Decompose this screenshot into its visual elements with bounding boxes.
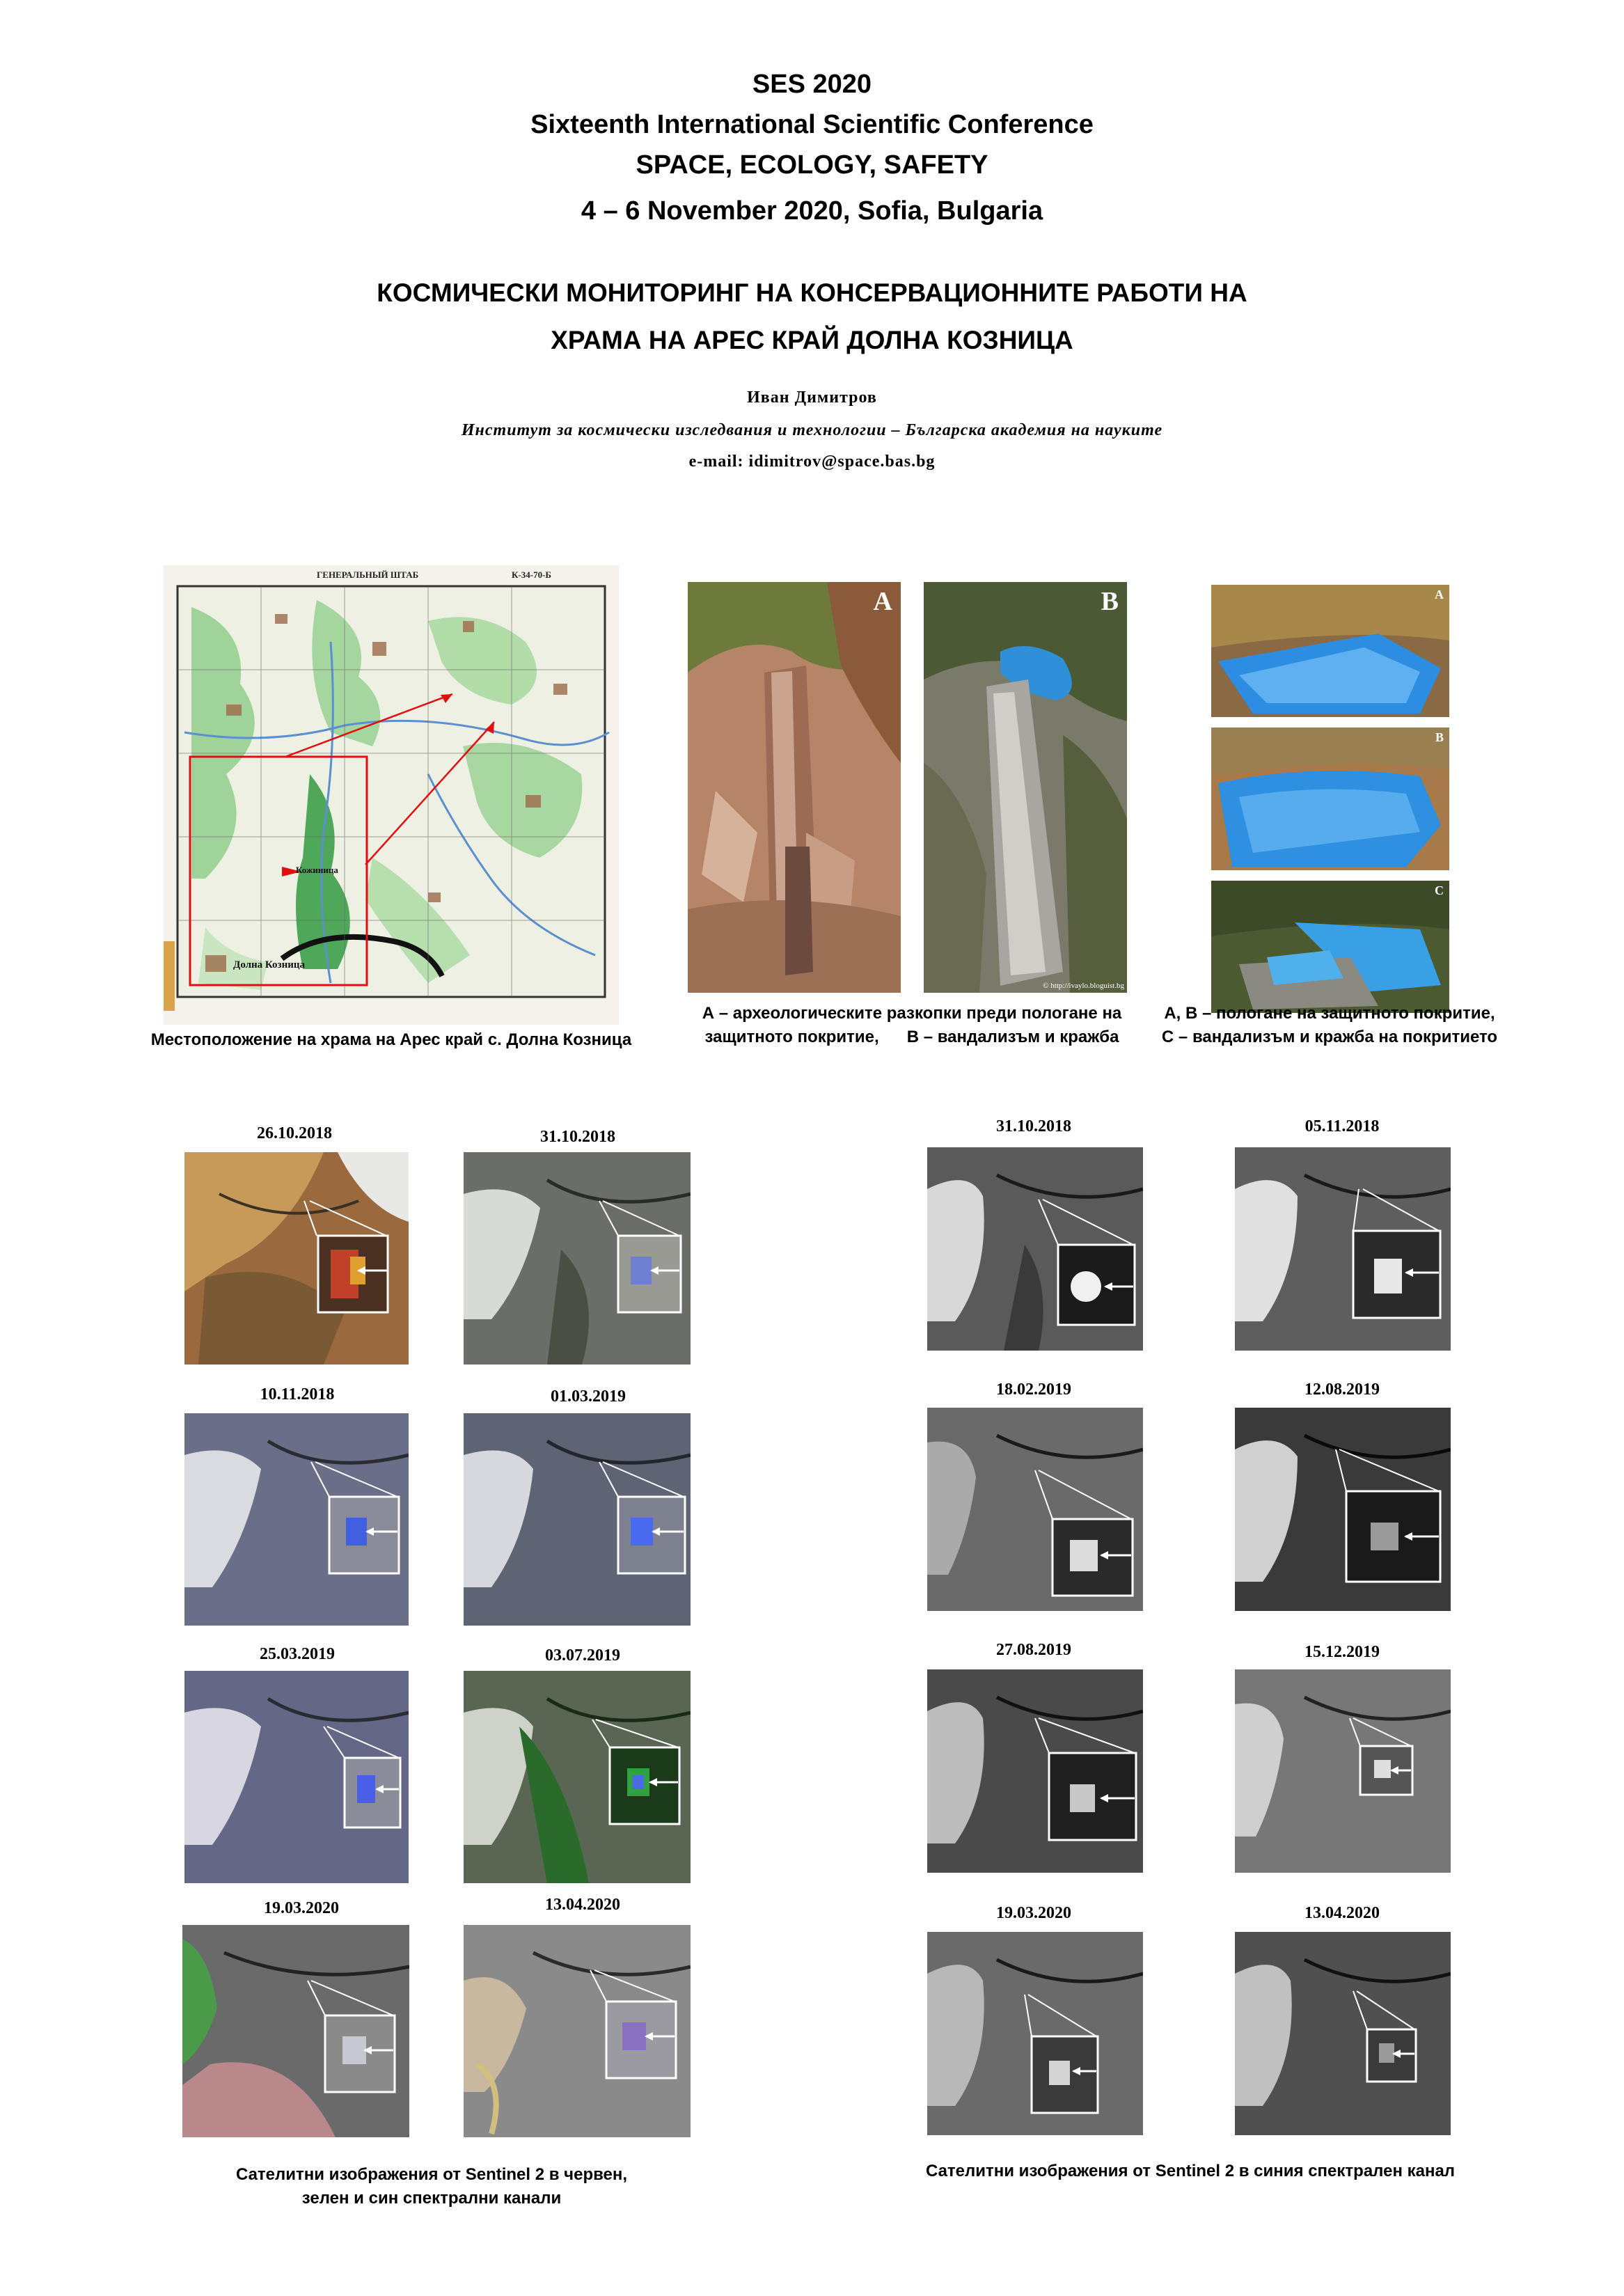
- map-sheet-number: К-34-70-Б: [512, 569, 552, 580]
- tarp-label-c: C: [1435, 883, 1444, 897]
- blue-band-satellite-image: [1235, 1147, 1451, 1351]
- photo-watermark: © http://ivaylo.bloguist.bg: [1043, 982, 1124, 990]
- blue-date-label: 05.11.2018: [1304, 1117, 1380, 1135]
- blue-band-satellite-image: [927, 1669, 1143, 1873]
- rgb-satellite-image: [184, 1413, 409, 1626]
- rgb-date-label: 25.03.2019: [260, 1645, 335, 1663]
- excavation-photo-b: [924, 582, 1127, 993]
- rgb-satellite-image: [184, 1671, 409, 1883]
- rgb-satellite-image: [182, 1925, 409, 2137]
- excavation-photo-a: [688, 582, 901, 993]
- author-affiliation: Институт за космически изследвания и технологии – Българска академия на науките: [461, 421, 1163, 439]
- blue-band-satellite-image: [1235, 1932, 1451, 2135]
- rgb-date-label: 01.03.2019: [551, 1387, 626, 1406]
- blue-date-label: 15.12.2019: [1304, 1643, 1380, 1661]
- blue-series-caption: Сателитни изображения от Sentinel 2 в синия спектрален канал: [925, 2162, 1456, 2180]
- rgb-date-label: 03.07.2019: [545, 1646, 620, 1665]
- rgb-date-label: 19.03.2020: [264, 1899, 339, 1917]
- conference-dates: 4 – 6 November 2020, Sofia, Bulgaria: [581, 196, 1043, 226]
- tarp-label-a: A: [1435, 588, 1444, 601]
- tarp-caption-line-1: А, В – пологане на защитното покритие,: [1164, 1004, 1495, 1023]
- rgb-satellite-image: [184, 1152, 409, 1365]
- tarp-caption-line-2: С – вандализъм и кражба на покритието: [1161, 1028, 1498, 1046]
- map-caption: Местоположение на храма на Арес край с. Долна Козница: [150, 1030, 632, 1049]
- rgb-series-caption-line-2: зелен и син спектрални канали: [301, 2189, 562, 2208]
- rgb-satellite-image: [464, 1413, 691, 1626]
- covering-photo-c: [1211, 881, 1449, 1013]
- author-email: e-mail: idimitrov@space.bas.bg: [688, 453, 936, 471]
- conference-theme: SPACE, ECOLOGY, SAFETY: [636, 150, 988, 180]
- rgb-series-caption-line-1: Сателитни изображения от Sentinel 2 в червен,: [235, 2165, 628, 2184]
- blue-date-label: 19.03.2020: [996, 1904, 1071, 1922]
- photo-label-a: A: [873, 587, 892, 616]
- blue-date-label: 27.08.2019: [996, 1641, 1071, 1659]
- blue-band-satellite-image: [927, 1147, 1143, 1351]
- rgb-satellite-image: [464, 1671, 691, 1883]
- blue-band-satellite-image: [927, 1932, 1143, 2135]
- blue-date-label: 13.04.2020: [1304, 1904, 1380, 1922]
- map-village-label: Кожиница: [296, 865, 338, 875]
- rgb-satellite-image: [464, 1925, 691, 2137]
- rgb-date-label: 31.10.2018: [540, 1128, 615, 1146]
- map-village-label: Долна Козница: [233, 959, 306, 970]
- rgb-date-label: 26.10.2018: [257, 1124, 332, 1142]
- blue-date-label: 18.02.2019: [996, 1381, 1071, 1399]
- blue-band-satellite-image: [927, 1408, 1143, 1611]
- author-name: Иван Димитров: [747, 388, 877, 407]
- blue-band-satellite-image: [1235, 1669, 1451, 1873]
- conference-full-title: Sixteenth International Scientific Conference: [530, 110, 1094, 139]
- paper-title-line-2: ХРАМА НА АРЕС КРАЙ ДОЛНА КОЗНИЦА: [551, 326, 1073, 354]
- tarp-label-b: B: [1435, 730, 1444, 744]
- photos-caption-line-2: защитното покритие, В – вандализъм и кражба: [704, 1028, 1119, 1046]
- blue-date-label: 31.10.2018: [996, 1117, 1071, 1135]
- paper-title-line-1: КОСМИЧЕСКИ МОНИТОРИНГ НА КОНСЕРВАЦИОННИТЕ РАБОТИ НА: [377, 278, 1247, 307]
- covering-photo-a: [1211, 585, 1449, 717]
- rgb-date-label: 13.04.2020: [545, 1896, 620, 1914]
- conference-name: SES 2020: [752, 70, 872, 99]
- blue-date-label: 12.08.2019: [1304, 1381, 1380, 1399]
- topographic-map: [164, 565, 619, 1025]
- rgb-satellite-image: [464, 1152, 691, 1365]
- photos-caption-line-1: А – археологическите разкопки преди пологане на: [702, 1004, 1122, 1023]
- covering-photo-b: [1211, 728, 1449, 870]
- blue-band-satellite-image: [1235, 1408, 1451, 1611]
- rgb-date-label: 10.11.2018: [260, 1385, 335, 1403]
- photo-label-b: B: [1101, 587, 1119, 616]
- map-header-text: ГЕНЕРАЛЬНЫЙ ШТАБ: [317, 569, 419, 580]
